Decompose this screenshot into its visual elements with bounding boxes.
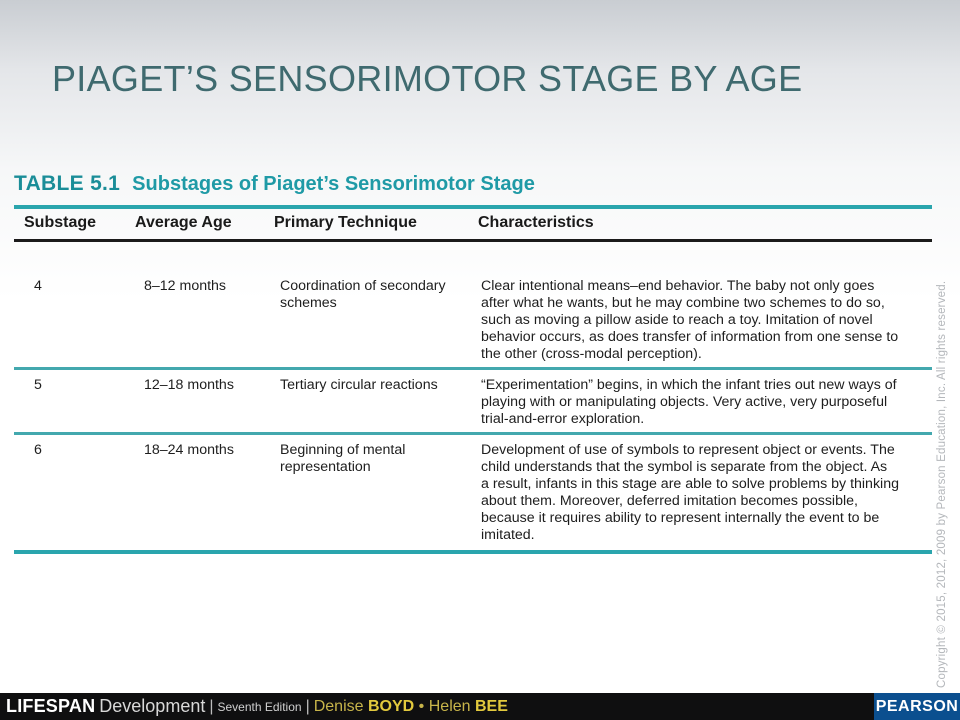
row-5-technique-line: Tertiary circular reactions: [280, 377, 438, 393]
row-5-technique: [280, 377, 438, 394]
slide-title: PIAGET’S SENSORIMOTOR STAGE BY AGE: [52, 58, 803, 99]
row-6-substage: 6: [34, 442, 42, 458]
footer-separator: |: [209, 697, 214, 715]
row-4-char-line: behavior occurs, as does transfer of information from one sense to: [481, 329, 899, 345]
footer-authors: [314, 698, 508, 716]
row-4-char-line: after what he wants, but he may combine two schemes to do so,: [481, 295, 885, 311]
header-characteristics: Characteristics: [478, 214, 594, 231]
row-6-char-line: about them. Moreover, deferred imitation becomes possible,: [481, 493, 858, 509]
row-5-char-line: “Experimentation” begins, in which the infant tries out new ways of: [481, 377, 897, 393]
pearson-logo: PEARSON: [874, 693, 960, 720]
row-4-technique-line: Coordination of secondary: [280, 278, 446, 294]
row-6-char-line: child understands that the symbol is separate from the object. As: [481, 459, 888, 475]
header-primary-technique: Primary Technique: [274, 214, 417, 231]
row-divider: [14, 432, 932, 435]
table-caption: [14, 172, 535, 196]
footer-edition: Seventh Edition: [217, 699, 302, 714]
row-5-char-line: playing with or manipulating objects. Very active, very purposeful: [481, 394, 888, 410]
table-title: Substages of Piaget’s Sensorimotor Stage: [132, 173, 535, 195]
row-divider: [14, 367, 932, 370]
footer-brand: LIFESPAN: [6, 696, 96, 716]
footer-brand-sub: Development: [99, 696, 206, 716]
row-6-age: 18–24 months: [144, 442, 234, 458]
author2-last: BEE: [475, 697, 508, 715]
row-5-age: 12–18 months: [144, 377, 234, 393]
author2-first: Helen: [428, 697, 471, 715]
footer-bar: [0, 693, 960, 720]
row-6-char-line: a result, infants in this stage are able to solve problems by thinking: [481, 476, 899, 492]
row-5-char-line: trial-and-error exploration.: [481, 411, 645, 427]
row-6-char-line: imitated.: [481, 527, 535, 543]
table-bottom-rule: [14, 550, 932, 554]
header-substage: Substage: [24, 214, 97, 231]
table-number: TABLE 5.1: [14, 172, 121, 195]
row-4-technique-line: schemes: [280, 295, 337, 311]
row-4-age: 8–12 months: [144, 278, 227, 294]
row-5-characteristics: [481, 377, 897, 428]
row-6-technique-line: representation: [280, 459, 371, 475]
author1-last: BOYD: [367, 697, 415, 715]
table-top-rule: [14, 205, 932, 209]
header-bottom-rule: [14, 239, 932, 242]
row-6-char-line: because it requires ability to represent internally the event to be: [481, 510, 880, 526]
author1-first: Denise: [313, 697, 364, 715]
row-6-technique: [280, 442, 405, 476]
row-5-substage: 5: [34, 377, 42, 393]
copyright-notice: Copyright © 2015, 2012, 2009 by Pearson Education, Inc. All rights reserved.: [936, 280, 948, 688]
footer-separator: |: [305, 697, 310, 715]
row-4-technique: [280, 278, 446, 312]
row-4-char-line: the other (cross-modal perception).: [481, 346, 702, 362]
row-6-characteristics: [481, 442, 899, 544]
row-4-substage: 4: [34, 278, 42, 294]
header-average-age: Average Age: [135, 214, 232, 231]
author-bullet: •: [418, 697, 425, 715]
row-4-char-line: such as moving a pillow aside to reach a toy. Imitation of novel: [481, 312, 873, 328]
row-6-char-line: Development of use of symbols to represent object or events. The: [481, 442, 895, 458]
row-4-characteristics: [481, 278, 898, 363]
row-4-char-line: Clear intentional means–end behavior. The baby not only goes: [481, 278, 875, 294]
row-6-technique-line: Beginning of mental: [280, 442, 406, 458]
